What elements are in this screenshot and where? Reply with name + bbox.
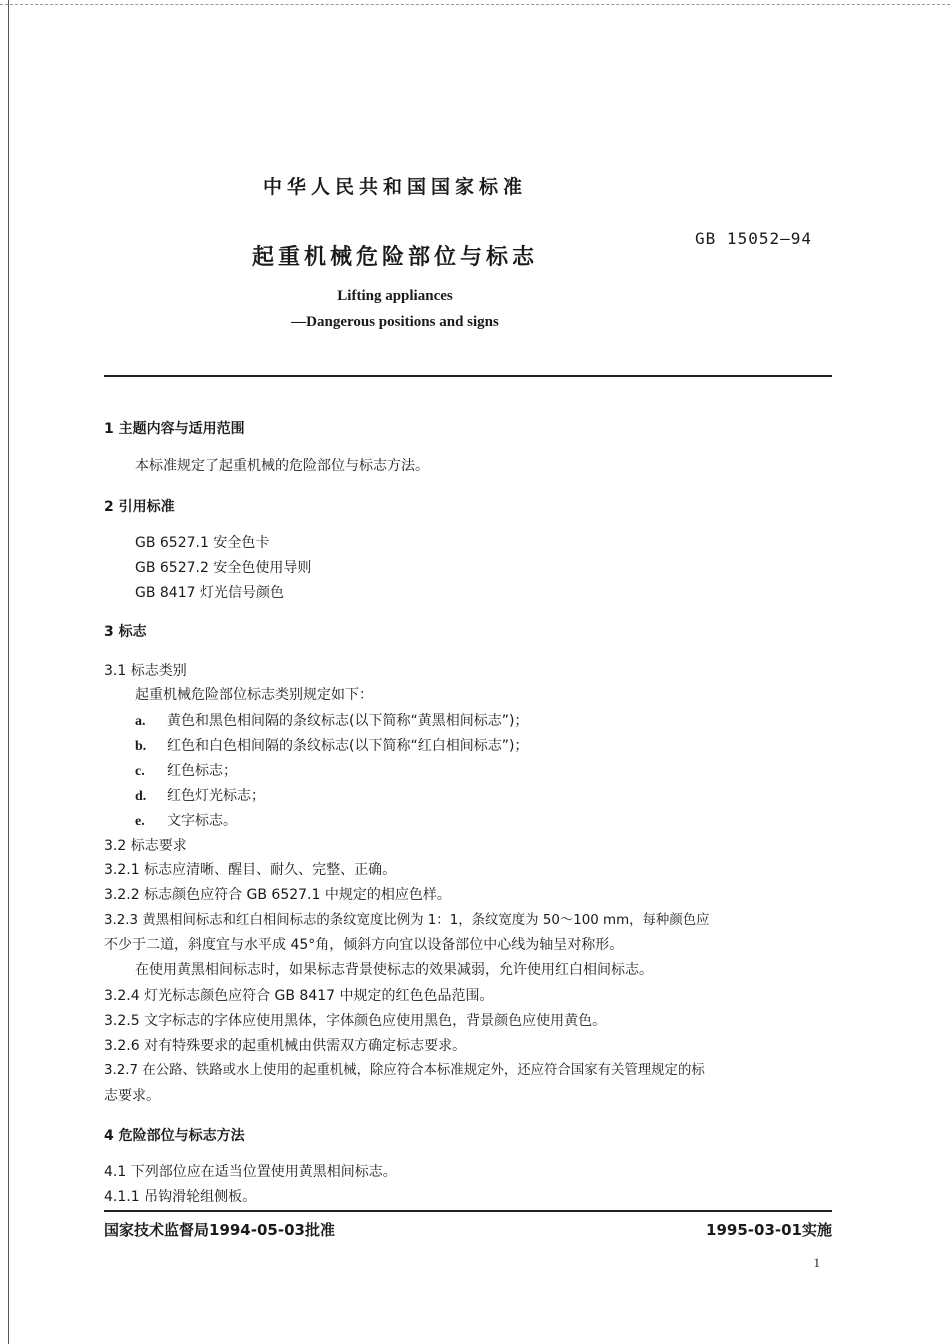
list-item-a (135, 710, 528, 730)
section-4-heading: 4 危险部位与标志方法 (104, 1128, 245, 1144)
section-1-heading: 1 主题内容与适用范围 (104, 421, 245, 437)
clause-3-2-2: 3.2.2 标志颜色应符合 GB 6527.1 中规定的相应色样。 (104, 887, 451, 903)
reference-item: GB 8417 灯光信号颜色 (135, 585, 284, 601)
clause-3-2-6: 3.2.6 对有特殊要求的起重机械由供需双方确定标志要求。 (104, 1038, 467, 1054)
list-item-b (135, 735, 528, 755)
list-item-c (135, 760, 237, 780)
list-text: 红色标志； (167, 763, 237, 779)
list-marker: b. (135, 739, 147, 754)
list-text: 红色和白色相间隔的条纹标志(以下简称“红白相间标志”)； (167, 738, 529, 754)
clause-3-2-1: 3.2.1 标志应清晰、醒目、耐久、完整、正确。 (104, 862, 397, 878)
footer-divider (104, 1210, 832, 1212)
clause-3-2-5: 3.2.5 文字标志的字体应使用黑体，字体颜色应使用黑色，背景颜色应使用黄色。 (104, 1013, 607, 1029)
reference-item: GB 6527.2 安全色使用导则 (135, 560, 312, 576)
document-title-en-1: Lifting appliances (337, 288, 453, 304)
list-marker: e. (135, 814, 145, 829)
clause-4-1-1: 4.1.1 吊钩滑轮组侧板。 (104, 1189, 257, 1205)
reference-item: GB 6527.1 安全色卡 (135, 535, 270, 551)
document-title-cn: 起重机械危险部位与标志 (251, 245, 538, 270)
clause-3-1-intro: 起重机械危险部位标志类别规定如下： (135, 687, 373, 703)
list-item-d (135, 785, 265, 805)
clause-3-1: 3.1 标志类别 (104, 663, 187, 679)
list-marker: a. (135, 714, 146, 729)
section-1-text: 本标准规定了起重机械的危险部位与标志方法。 (135, 458, 429, 474)
clause-3-2-3-line-1: 3.2.3 黄黑相间标志和红白相间标志的条纹宽度比例为 1：1，条纹宽度为 50～100 mm，每种颜色应 (104, 913, 710, 928)
list-text: 黄色和黑色相间隔的条纹标志(以下简称“黄黑相间标志”)； (167, 713, 529, 729)
document-title-en-2: —Dangerous positions and signs (291, 314, 499, 330)
clause-3-2-3-line-3: 在使用黄黑相间标志时，如果标志背景使标志的效果减弱，允许使用红白相间标志。 (135, 962, 653, 978)
standard-number: GB 15052—94 (695, 229, 812, 248)
page-number: 1 (813, 1255, 820, 1270)
effective-date: 1995-03-01实施 (706, 1221, 832, 1239)
clause-3-2-3-line-2: 不少于二道，斜度宜与水平成 45°角，倾斜方向宜以设备部位中心线为轴呈对称形。 (104, 937, 624, 953)
clause-4-1: 4.1 下列部位应在适当位置使用黄黑相间标志。 (104, 1164, 397, 1180)
header-divider (104, 375, 832, 377)
clause-3-2-4: 3.2.4 灯光标志颜色应符合 GB 8417 中规定的红色色品范围。 (104, 988, 494, 1004)
list-item-e (135, 810, 237, 830)
list-text: 红色灯光标志； (167, 788, 265, 804)
list-marker: c. (135, 764, 145, 779)
clause-3-2: 3.2 标志要求 (104, 838, 187, 854)
section-2-heading: 2 引用标准 (104, 499, 175, 515)
clause-3-2-7-line-1: 3.2.7 在公路、铁路或水上使用的起重机械，除应符合本标准规定外，还应符合国家有关管理规定的标 (104, 1063, 705, 1078)
list-marker: d. (135, 789, 147, 804)
section-3-heading: 3 标志 (104, 624, 147, 640)
page-top-edge (0, 0, 950, 5)
approval-date: 国家技术监督局1994-05-03批准 (104, 1221, 335, 1239)
page-left-edge (8, 0, 9, 1344)
clause-3-2-7-line-2: 志要求。 (104, 1088, 160, 1104)
national-standard-heading: 中华人民共和国国家标准 (262, 176, 527, 198)
list-text: 文字标志。 (167, 813, 237, 829)
